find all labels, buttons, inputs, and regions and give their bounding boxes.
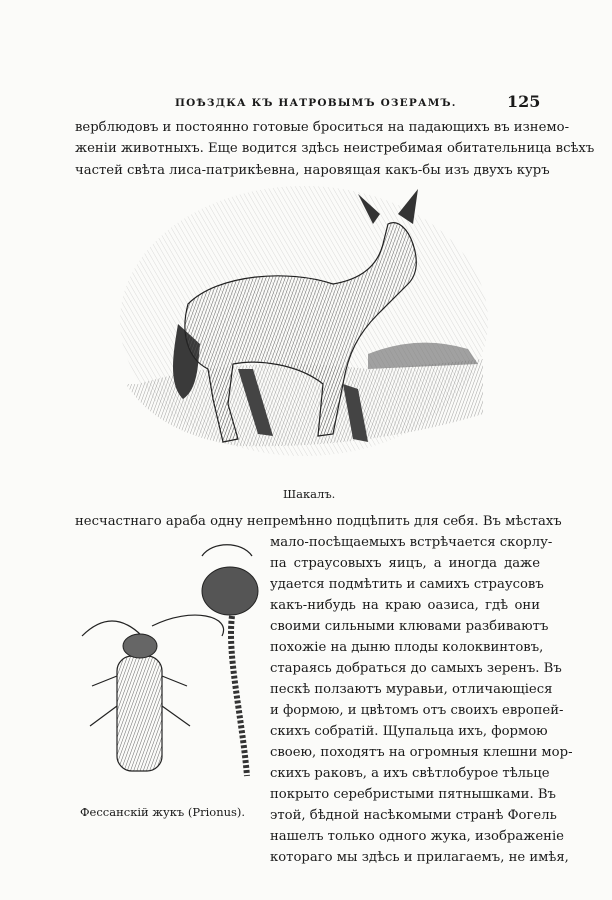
column-line: мало-посѣщаемыхъ встрѣчается скорлу-	[270, 535, 553, 550]
beetle-illustration	[72, 536, 264, 794]
body-line: женіи животныхъ. Еще водится здѣсь неистребимая обитательница всѣхъ	[75, 141, 595, 156]
running-title: ПОѢЗДКА КЪ НАТРОВЫМЪ ОЗЕРАМЪ.	[175, 97, 457, 109]
column-line: па страусовыхъ яицъ, а иногда даже	[270, 556, 540, 571]
beetle-caption: Фессанскій жукъ (Prionus).	[80, 805, 246, 819]
column-line: нашелъ только одного жука, изображеніе	[270, 829, 564, 844]
column-line: удается подмѣтить и самихъ страусовъ	[270, 577, 544, 592]
body-line: частей свѣта лиса-патрикѣевна, наровящая какъ-бы изъ двухъ куръ	[75, 163, 550, 178]
page-number: 125	[507, 92, 541, 111]
column-line: и формою, и цвѣтомъ отъ своихъ европей-	[270, 703, 564, 718]
page-header	[0, 92, 612, 112]
jackal-illustration	[118, 184, 490, 458]
column-line: похожіе на дыню плоды колоквинтовъ,	[270, 640, 544, 655]
column-line: своею, походятъ на огромныя клешни мор-	[270, 745, 573, 760]
column-line: своими сильными клювами разбиваютъ	[270, 619, 549, 634]
column-line: стараясь добраться до самыхъ зеренъ. Въ	[270, 661, 562, 676]
jackal-caption: Шакалъ.	[283, 487, 336, 501]
body-line: верблюдовъ и постоянно готовые броситься на падающихъ въ изнемо-	[75, 120, 570, 135]
column-line: скихъ собратій. Щупальца ихъ, формою	[270, 724, 548, 739]
column-line: котораго мы здѣсь и прилагаемъ, не имѣя,	[270, 850, 569, 865]
column-line: этой, бѣдной насѣкомыми странѣ Фогель	[270, 808, 557, 823]
column-line: скихъ раковъ, а ихъ свѣтлобурое тѣльце	[270, 766, 550, 781]
column-line: пескѣ ползаютъ муравьи, отличающіеся	[270, 682, 553, 697]
column-line: покрыто серебристыми пятнышками. Въ	[270, 787, 556, 802]
body-line: несчастнаго араба одну непремѣнно подцѣпить для себя. Въ мѣстахъ	[75, 514, 562, 529]
column-line: какъ-нибудь на краю оазиса, гдѣ они	[270, 598, 540, 613]
